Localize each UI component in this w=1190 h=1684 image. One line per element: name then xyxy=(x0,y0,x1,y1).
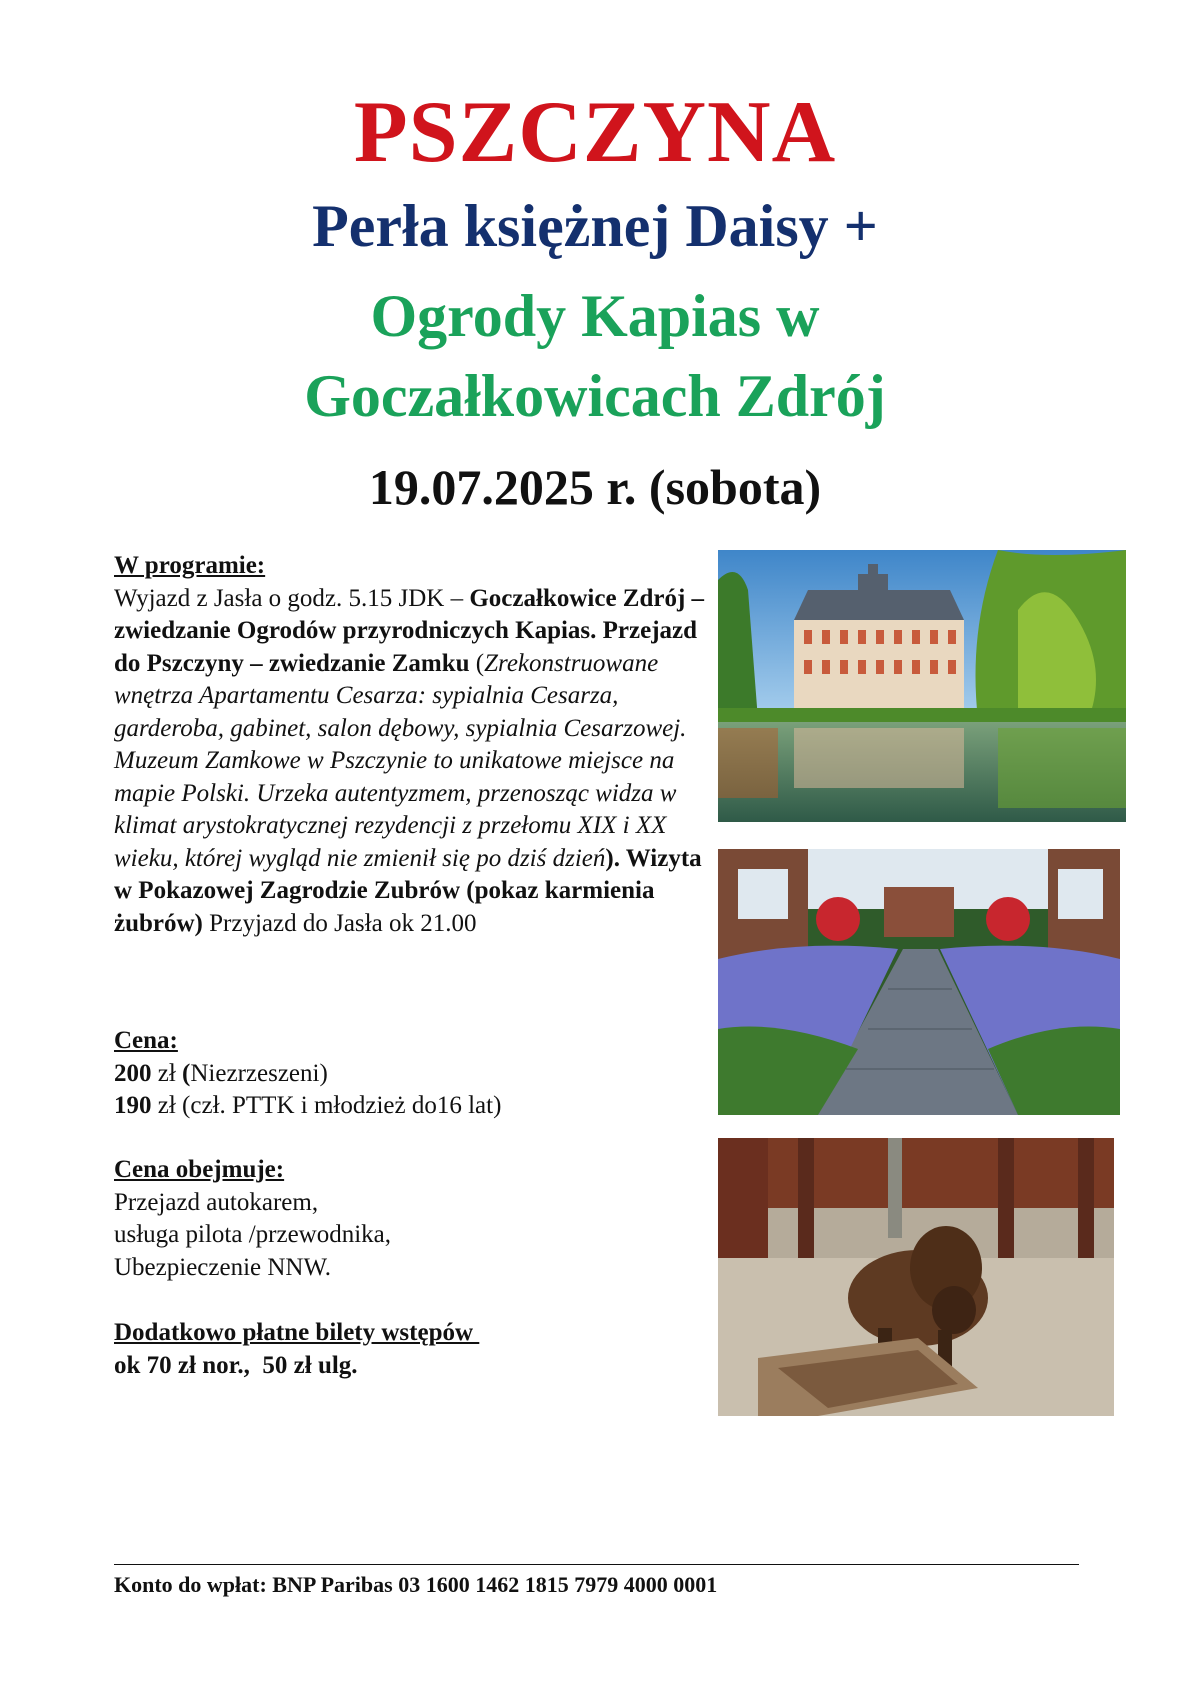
bison-photo xyxy=(718,1138,1114,1416)
includes-item: Przejazd autokarem, xyxy=(114,1188,319,1216)
price-desc: Niezrzeszeni) xyxy=(190,1059,328,1087)
page-title: PSZCZYNA xyxy=(353,84,837,181)
program-departure: Wyjazd z Jasła o godz. 5.15 JDK – xyxy=(114,584,470,612)
subtitle-gardens xyxy=(0,276,1190,436)
extra-heading: Dodatkowo płatne bilety wstępów xyxy=(114,1319,480,1346)
program-heading: W programie: xyxy=(114,552,266,579)
garden-photo xyxy=(718,849,1120,1115)
price-currency: zł xyxy=(151,1092,183,1119)
extra-fees-section xyxy=(114,1317,714,1382)
subtitle-gardens-line2: Goczałkowicach Zdrój xyxy=(304,363,886,429)
program-return: Przyjazd do Jasła ok 21.00 xyxy=(202,909,477,937)
extra-prices: ok 70 zł nor., 50 zł ulg. xyxy=(114,1351,358,1379)
price-heading: Cena: xyxy=(114,1027,178,1054)
program-main: Goczałkowice Zdrój – zwiedzanie Ogrodów przyrodniczych Kapias. Przejazd do Pszczyny – zwiedzanie Zamku xyxy=(114,584,705,677)
includes-item: usługa pilota /przewodnika, xyxy=(114,1221,392,1248)
program-castle-description: Zrekonstruowane wnętrza Apartamentu Cesarza: sypialnia Cesarza, garderoba, gabinet, salon dębowy, sypialnia Cesarzowej. Muzeum Zamkowe w Pszczynie to unikatowe miejsce na mapie Polski. Urzeka autentyzmem, przenosząc widza w klimat arystokratycznej rezydencji z przełomu XIX i XX wieku, której wygląd nie zmienił się po dziś dzień xyxy=(114,649,687,872)
price-currency: zł xyxy=(151,1059,183,1087)
price-paren: ( xyxy=(182,1059,191,1087)
program-text xyxy=(114,583,714,941)
program-bison: ). Wizyta w Pokazowej Zagrodzie Zubrów (pokaz karmienia żubrów) xyxy=(114,844,702,937)
footer-divider xyxy=(114,1564,1079,1565)
bank-account: Konto do wpłat: BNP Paribas 03 1600 1462 1815 7979 4000 0001 xyxy=(114,1572,718,1597)
includes-heading: Cena obejmuje: xyxy=(114,1156,285,1183)
castle-photo xyxy=(718,550,1126,822)
price-desc: (czł. PTTK i młodzież do16 lat) xyxy=(182,1092,502,1119)
includes-section xyxy=(114,1154,714,1284)
program-section xyxy=(114,550,714,940)
subtitle-daisy: Perła księżnej Daisy + xyxy=(312,193,878,259)
price-section xyxy=(114,1025,714,1123)
includes-item: Ubezpieczenie NNW. xyxy=(114,1253,332,1281)
program-paren: ( xyxy=(469,649,485,677)
price-row xyxy=(114,1058,714,1091)
price-amount: 200 xyxy=(114,1059,152,1087)
subtitle-gardens-line1: Ogrody Kapias w xyxy=(370,283,820,349)
price-amount: 190 xyxy=(114,1092,152,1119)
trip-date: 19.07.2025 r. (sobota) xyxy=(368,459,822,515)
price-row xyxy=(114,1090,714,1123)
